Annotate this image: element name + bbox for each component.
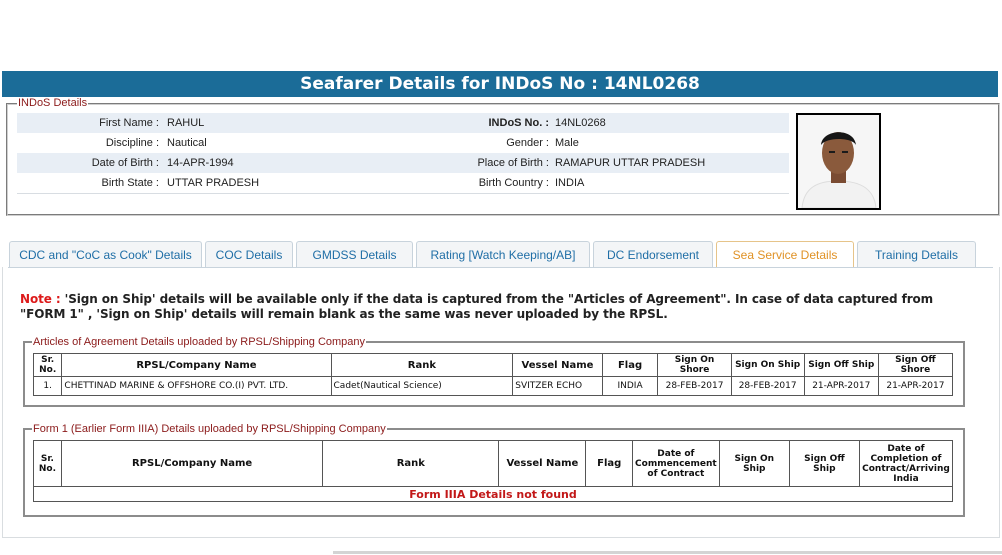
tab-training-details[interactable]: Training Details [857,241,976,268]
birth-country-value: INDIA [555,177,585,189]
indos-details-legend: INDoS Details [18,97,88,109]
cell-rank: Cadet(Nautical Science) [331,377,513,396]
pob-label: Place of Birth : [477,157,549,169]
form1-table [33,440,953,502]
tab-cdc-details[interactable]: CDC and "CoC as Cook" Details [9,241,202,268]
tab-dc-endorsement[interactable]: DC Endorsement [593,241,713,268]
indos-no-label: INDoS No. : [488,117,549,129]
col-completion: Date of Completion of Contract/Arriving India [859,441,952,487]
discipline-value: Nautical [167,137,207,149]
first-name-label: First Name : [99,117,159,129]
dob-label: Date of Birth : [91,157,159,169]
col-company: RPSL/Company Name [62,354,331,377]
cell-vessel: SVITZER ECHO [513,377,602,396]
cell-sign-off-shore: 21-APR-2017 [878,377,952,396]
col-sign-on-shore: Sign On Shore [658,354,731,377]
discipline-label: Discipline : [105,137,159,149]
col-commencement: Date of Commencement of Contract [633,441,720,487]
cell-sign-on-shore: 28-FEB-2017 [658,377,731,396]
col-sign-off-ship: Sign Off Ship [804,354,878,377]
form1-legend: Form 1 (Earlier Form IIIA) Details uploaded by RPSL/Shipping Company [33,423,386,435]
detail-row [17,113,789,133]
detail-row [17,173,789,194]
table-row [34,487,953,502]
first-name-value: RAHUL [167,117,205,129]
form1-not-found [34,487,953,502]
seafarer-photo [796,113,881,210]
table-header-row [34,441,953,487]
articles-table [33,353,953,396]
page-scroll-edge [333,551,1002,554]
col-sign-off-ship: Sign Off Ship [789,441,859,487]
cell-sr-no: 1. [34,377,62,396]
table-header-row [34,354,953,377]
birth-country-label: Birth Country : [478,177,549,189]
pob-value: RAMAPUR UTTAR PRADESH [555,157,706,169]
col-vessel: Vessel Name [513,354,602,377]
birth-state-value: UTTAR PRADESH [167,177,260,189]
note-text: 'Sign on Ship' details will be available only if the data is captured from the "Articles of Agreement". In case of data captured from "FORM 1" , 'Sign on Ship' details will remain blank as the same was never uploaded by the RPSL. [20,292,934,321]
col-sign-off-shore: Sign Off Shore [878,354,952,377]
cell-company: CHETTINAD MARINE & OFFSHORE CO.(I) PVT. LTD. [62,377,331,396]
col-sign-on-ship: Sign On Ship [731,354,804,377]
table-row [34,377,953,396]
tab-gmdss-details[interactable]: GMDSS Details [296,241,413,268]
gender-value: Male [555,137,579,149]
col-vessel: Vessel Name [499,441,586,487]
col-flag: Flag [586,441,633,487]
indos-no-value: 14NL0268 [555,117,606,129]
tab-rating-details[interactable]: Rating [Watch Keeping/AB] [416,241,590,268]
col-rank: Rank [331,354,513,377]
cell-sign-off-ship: 21-APR-2017 [804,377,878,396]
sign-on-ship-note [20,292,970,322]
col-sr-no: Sr. No. [34,354,62,377]
tab-coc-details[interactable]: COC Details [205,241,293,268]
page-title: Seafarer Details for INDoS No : 14NL0268 [2,71,998,97]
not-found-message: Form IIIA Details not found [409,487,577,501]
col-company: RPSL/Company Name [61,441,322,487]
gender-label: Gender : [506,137,549,149]
col-flag: Flag [602,354,658,377]
cell-flag: INDIA [602,377,658,396]
articles-legend: Articles of Agreement Details uploaded by RPSL/Shipping Company [33,336,366,348]
cell-sign-on-ship: 28-FEB-2017 [731,377,804,396]
birth-state-label: Birth State : [101,177,159,189]
tab-sea-service-details[interactable]: Sea Service Details [716,241,854,268]
detail-row [17,133,789,154]
col-rank: Rank [323,441,499,487]
detail-row [17,153,789,173]
col-sr-no: Sr. No. [34,441,62,487]
dob-value: 14-APR-1994 [167,157,234,169]
note-prefix: Note : [20,292,61,306]
col-sign-on-ship: Sign On Ship [719,441,789,487]
person-photo-icon [798,115,879,208]
